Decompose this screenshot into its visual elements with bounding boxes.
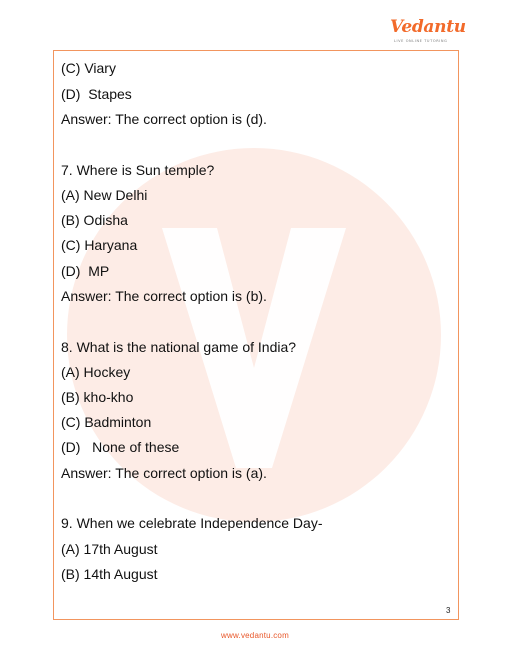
option-c-haryana: (C) Haryana — [61, 237, 138, 253]
answer-line: Answer: The correct option is (b). — [61, 288, 267, 304]
option-a-17th-august: (A) 17th August — [61, 541, 158, 557]
option-a-hockey: (A) Hockey — [61, 364, 131, 380]
option-b-kho-kho: (B) kho-kho — [61, 389, 134, 405]
logo-tagline: LIVE ONLINE TUTORING — [394, 39, 448, 43]
option-d-stapes: (D) Stapes — [61, 86, 132, 102]
logo-wordmark: Vedantu — [390, 17, 466, 37]
footer-url-link[interactable]: www.vedantu.com — [221, 631, 289, 640]
option-d-mp: (D) MP — [61, 263, 110, 279]
option-d-none: (D) None of these — [61, 439, 180, 455]
answer-line: Answer: The correct option is (a). — [61, 465, 267, 481]
question-8: 8. What is the national game of India? — [61, 339, 297, 355]
option-c-badminton: (C) Badminton — [61, 414, 152, 430]
option-a-new-delhi: (A) New Delhi — [61, 187, 148, 203]
question-9: 9. When we celebrate Independence Day- — [61, 515, 323, 531]
page-number: 3 — [446, 606, 451, 615]
option-b-14th-august: (B) 14th August — [61, 566, 158, 582]
question-7: 7. Where is Sun temple? — [61, 162, 215, 178]
vedantu-logo — [390, 17, 466, 47]
option-b-odisha: (B) Odisha — [61, 212, 128, 228]
page-frame — [53, 50, 459, 620]
option-c-viary: (C) Viary — [61, 60, 116, 76]
answer-line: Answer: The correct option is (d). — [61, 111, 267, 127]
